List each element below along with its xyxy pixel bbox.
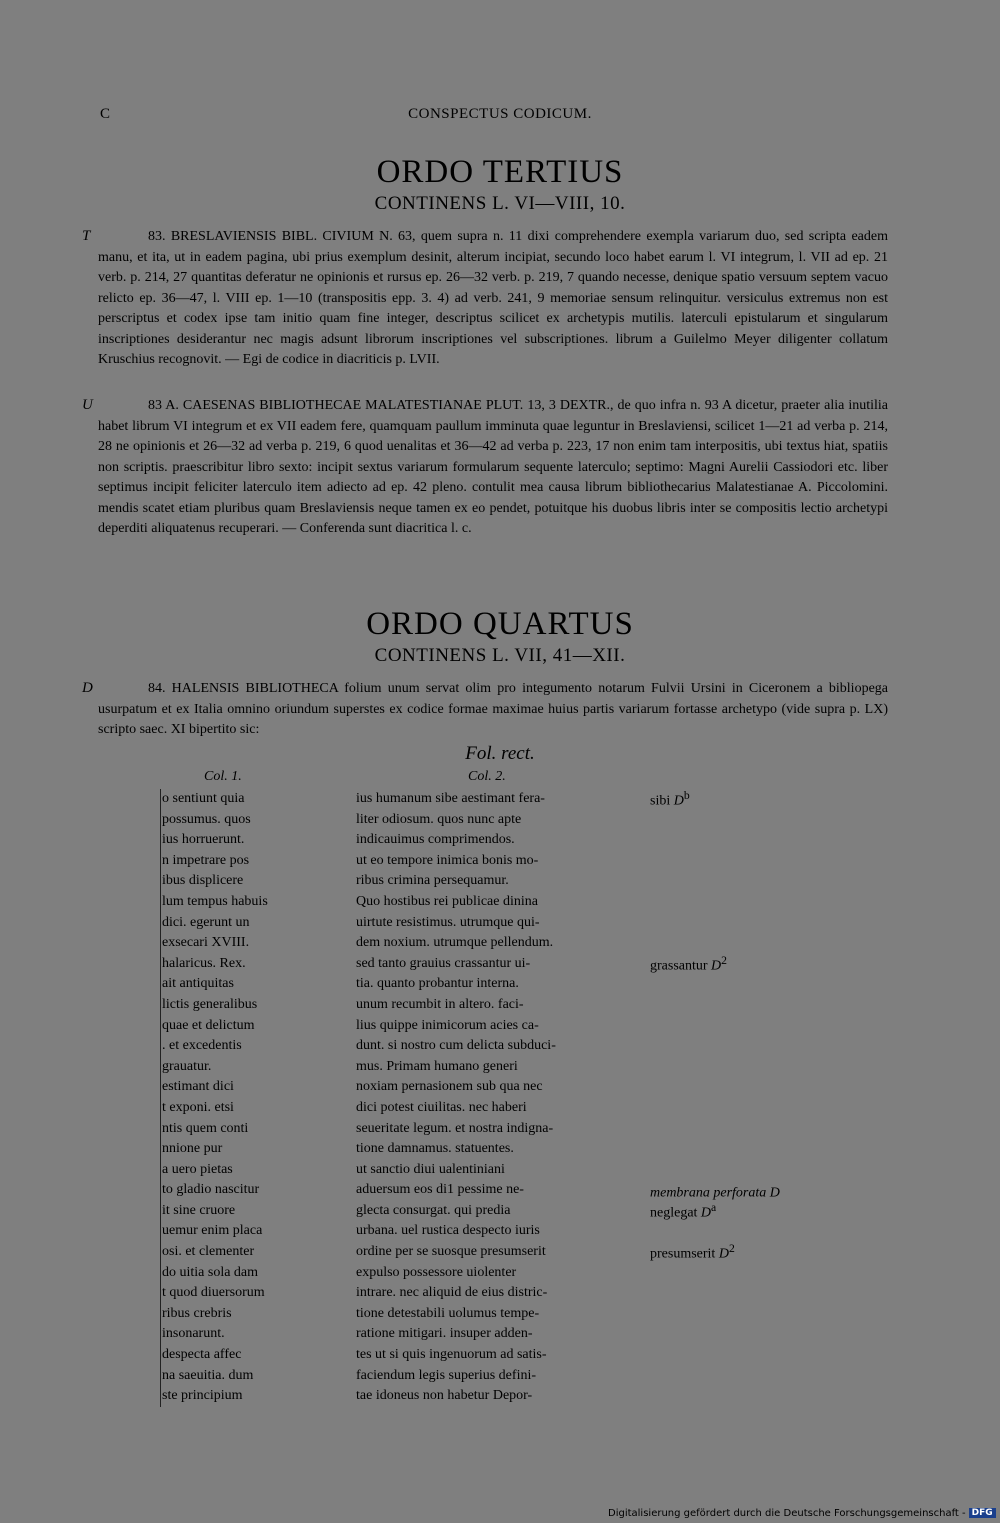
folio-line: ius humanum sibe aestimant fera- (356, 791, 545, 806)
apparatus-note: presumserit $D^2$ (650, 1242, 735, 1262)
folio-line: tia. quanto probantur interna. (356, 976, 519, 992)
folio-line: ordine per se suosque presumserit (356, 1244, 546, 1260)
folio-line: t quod diuersorum (162, 1285, 265, 1301)
folio-line: uemur enim placa (162, 1223, 263, 1239)
folio-line: intrare. nec aliquid de eius distric- (356, 1285, 548, 1301)
siglum-d: D (82, 680, 93, 696)
entry-83 (98, 227, 888, 371)
folio-line: dici. egerunt un (162, 914, 250, 930)
folio-column-2 (356, 789, 556, 1407)
folio-heading: Fol. rect. (465, 743, 535, 764)
folio-line: do uitia sola dam (162, 1264, 259, 1280)
digitization-footer (608, 1508, 996, 1519)
folio-line: ius horruerunt. (162, 832, 245, 848)
folio-line: tione damnamus. statuentes. (356, 1141, 514, 1157)
folio-line: ribus crebris (162, 1305, 232, 1321)
folio-line: seueritate legum. et nostra indigna- (356, 1120, 554, 1136)
folio-line: tione detestabili uolumus tempe- (356, 1305, 540, 1321)
folio-line: insonarunt. (162, 1326, 225, 1342)
entry-83a (98, 396, 888, 540)
folio-line: n impetrare pos (162, 852, 250, 868)
folio-line: tes ut si quis ingenuorum ad satis- (356, 1347, 547, 1363)
folio-line: na saeuitia. dum (162, 1367, 254, 1383)
apparatus-note: grassantur $D^2$ (650, 954, 727, 974)
folio-line: ribus crimina persequamur. (356, 873, 509, 889)
folio-line: liter odiosum. quos nunc apte (356, 811, 522, 827)
folio-line: tae idoneus non habetur Depor- (356, 1388, 533, 1404)
folio-line: ibus displicere (162, 873, 244, 889)
section-title-ordo-quartus: ORDO QUARTUS (366, 606, 634, 642)
column-2-heading: Col. 2. (468, 769, 506, 784)
folio-line: noxiam pernasionem sub qua nec (356, 1079, 543, 1095)
folio-line: halaricus. Rex. (162, 955, 246, 971)
apparatus-note: neglegat $D^a$ (650, 1201, 717, 1221)
folio-line: despecta affec (162, 1347, 242, 1363)
entry-84 (98, 679, 888, 741)
folio-line: urbana. uel rustica despecto iuris (356, 1223, 540, 1239)
entry-84-text: 84. HALENSIS BIBLIOTHECA folium unum servat olim pro integumento notarum Fulvii Ursini in Ciceronem a bibliopega usurpatum et ex Italia omnino oriundum superstes ex codice formae maximae huius partis variarum fortasse archetypo (vide supra p. LX) scripto saec. XI bipertito sic: (98, 681, 888, 737)
folio-line: a uero pietas (162, 1161, 233, 1177)
folio-column-1 (160, 789, 268, 1407)
folio-line: possumus. quos (162, 811, 251, 827)
folio-line: exsecari XVIII. (162, 935, 250, 951)
section-title-ordo-tertius: ORDO TERTIUS (376, 154, 624, 190)
apparatus-note: sibi $D^b$ (650, 789, 690, 809)
folio-line: to gladio nascitur (162, 1182, 260, 1198)
running-title: CONSPECTUS CODICUM. (408, 106, 592, 122)
folio-line: dunt. si nostro cum delicta subduci- (356, 1038, 556, 1054)
folio-line: ratione mitigari. insuper adden- (356, 1326, 533, 1342)
folio-line: glecta consurgat. qui predia (356, 1202, 511, 1218)
folio-line: lictis generalibus (162, 996, 258, 1012)
apparatus-note: membrana perforata D (650, 1185, 780, 1201)
folio-line: uirtute resistimus. utrumque qui- (356, 914, 540, 930)
folio-line: lius quippe inimicorum acies ca- (356, 1017, 539, 1033)
folio-line: mus. Primam humano generi (356, 1058, 518, 1074)
folio-line: estimant dici (162, 1079, 234, 1095)
dfg-logo: DFG (969, 1508, 996, 1518)
folio-line: nnione pur (162, 1141, 223, 1157)
footer-text: Digitalisierung gefördert durch die Deutsche Forschungsgemeinschaft - (608, 1508, 966, 1519)
folio-line: Quo hostibus rei publicae dinina (356, 893, 538, 909)
folio-line: ait antiquitas (162, 976, 234, 992)
folio-line: sed tanto grauius crassantur ui- (356, 955, 531, 971)
folio-line: lum tempus habuis (162, 893, 268, 909)
folio-line: quae et delictum (162, 1017, 255, 1033)
folio-line: osi. et clementer (162, 1244, 255, 1260)
folio-line: aduersum eos di1 pessime ne- (356, 1182, 524, 1198)
running-header (0, 106, 1000, 128)
siglum-u: U (82, 397, 93, 413)
column-1-heading: Col. 1. (204, 769, 242, 784)
entry-83a-text: 83 A. CAESENAS BIBLIOTHECAE MALATESTIANAE PLUT. 13, 3 DEXTR., de quo infra n. 93 A dicetur, praeter alia inutilia habet librum VI integrum et ex VII eadem fere, quamquam paullum imminuta quae leguntur in Breslaviensi, scilicet 1—21 ad verba p. 214, 28 ne opinionis et 26—32 ad verba p. 219, 6 quod uenalitas et 36—42 ad verba p. 223, 17 non enim tam interpositis, ubi textus hiat, spatiis non scriptis. praescribitur libro sexto: incipit sextus variarum formularum sequente laterculo; septimo: Magni Aurelii Cassiodori etc. liber septimus incipit feliciter laterculo item adiecto ad ep. 42 pleno. contulit mea causa librum bibliothecarius Malatestianae A. Piccolomini. mendis scatet etiam pluribus quam Breslaviensis neque tamen ex eo pendet, potuitque his duobus libris inter se compositis lectio archetypi deperditi aliquatenus recuperari. — Conferenda sunt diacritica l. c. (98, 398, 888, 536)
folio-line: indicauimus comprimendos. (356, 832, 515, 848)
section-subtitle-ordo-tertius: CONTINENS L. VI—VIII, 10. (374, 193, 626, 214)
folio-line: dici potest ciuilitas. nec haberi (356, 1099, 527, 1115)
folio-line: dem noxium. utrumque pellendum. (356, 935, 554, 951)
page-number: C (100, 106, 111, 122)
folio-line: ntis quem conti (162, 1120, 249, 1136)
folio-line: it sine cruore (162, 1202, 236, 1218)
folio-line: ut sanctio diui ualentiniani (356, 1161, 505, 1177)
siglum-t: T (82, 228, 91, 244)
folio-line: faciendum legis superius defini- (356, 1367, 537, 1383)
section-subtitle-ordo-quartus: CONTINENS L. VII, 41—XII. (374, 645, 626, 666)
folio-line: expulso possessore uiolenter (356, 1264, 517, 1280)
folio-line: o sentiunt quia (162, 791, 245, 806)
folio-line: unum recumbit in altero. faci- (356, 996, 524, 1012)
folio-line: . et excedentis (162, 1038, 242, 1054)
folio-line: ut eo tempore inimica bonis mo- (356, 852, 539, 868)
entry-83-text: 83. BRESLAVIENSIS BIBL. CIVIUM N. 63, quem supra n. 11 dixi comprehendere exempla variarum duo, sed scripta eadem manu, et ita, ut in eadem pagina, ubi prius exemplum desinit, alterum incipiat, secundo loco habet earum l. VI integrum, l. VII ad ep. 21 verb. p. 214, 27 quantitas deferatur ne opinionis et rursus ep. 26—32 verb. p. 219, 7 quando necesse, denique spatio versuum septem vacuo relicto ep. 36—47, l. VIII ep. 1—10 (transpositis epp. 3. 4) ad verb. 241, 9 memoriae sensum relinquitur. versiculus extremus non est perscriptus et codex ipse tam initio quam fine integer, descriptus scilicet ex archetypis mutilis. laterculi epistularum et singularum inscriptiones desiderantur nec magis adsunt librorum inscriptiones vel subscriptiones. librum a Guilelmo Meyer diligenter collatum Kruschius recognovit. — Egi de codice in diacriticis p. LVII. (98, 229, 888, 367)
folio-line: ste principium (162, 1388, 243, 1404)
folio-line: t exponi. etsi (162, 1099, 234, 1115)
folio-line: grauatur. (162, 1058, 212, 1074)
